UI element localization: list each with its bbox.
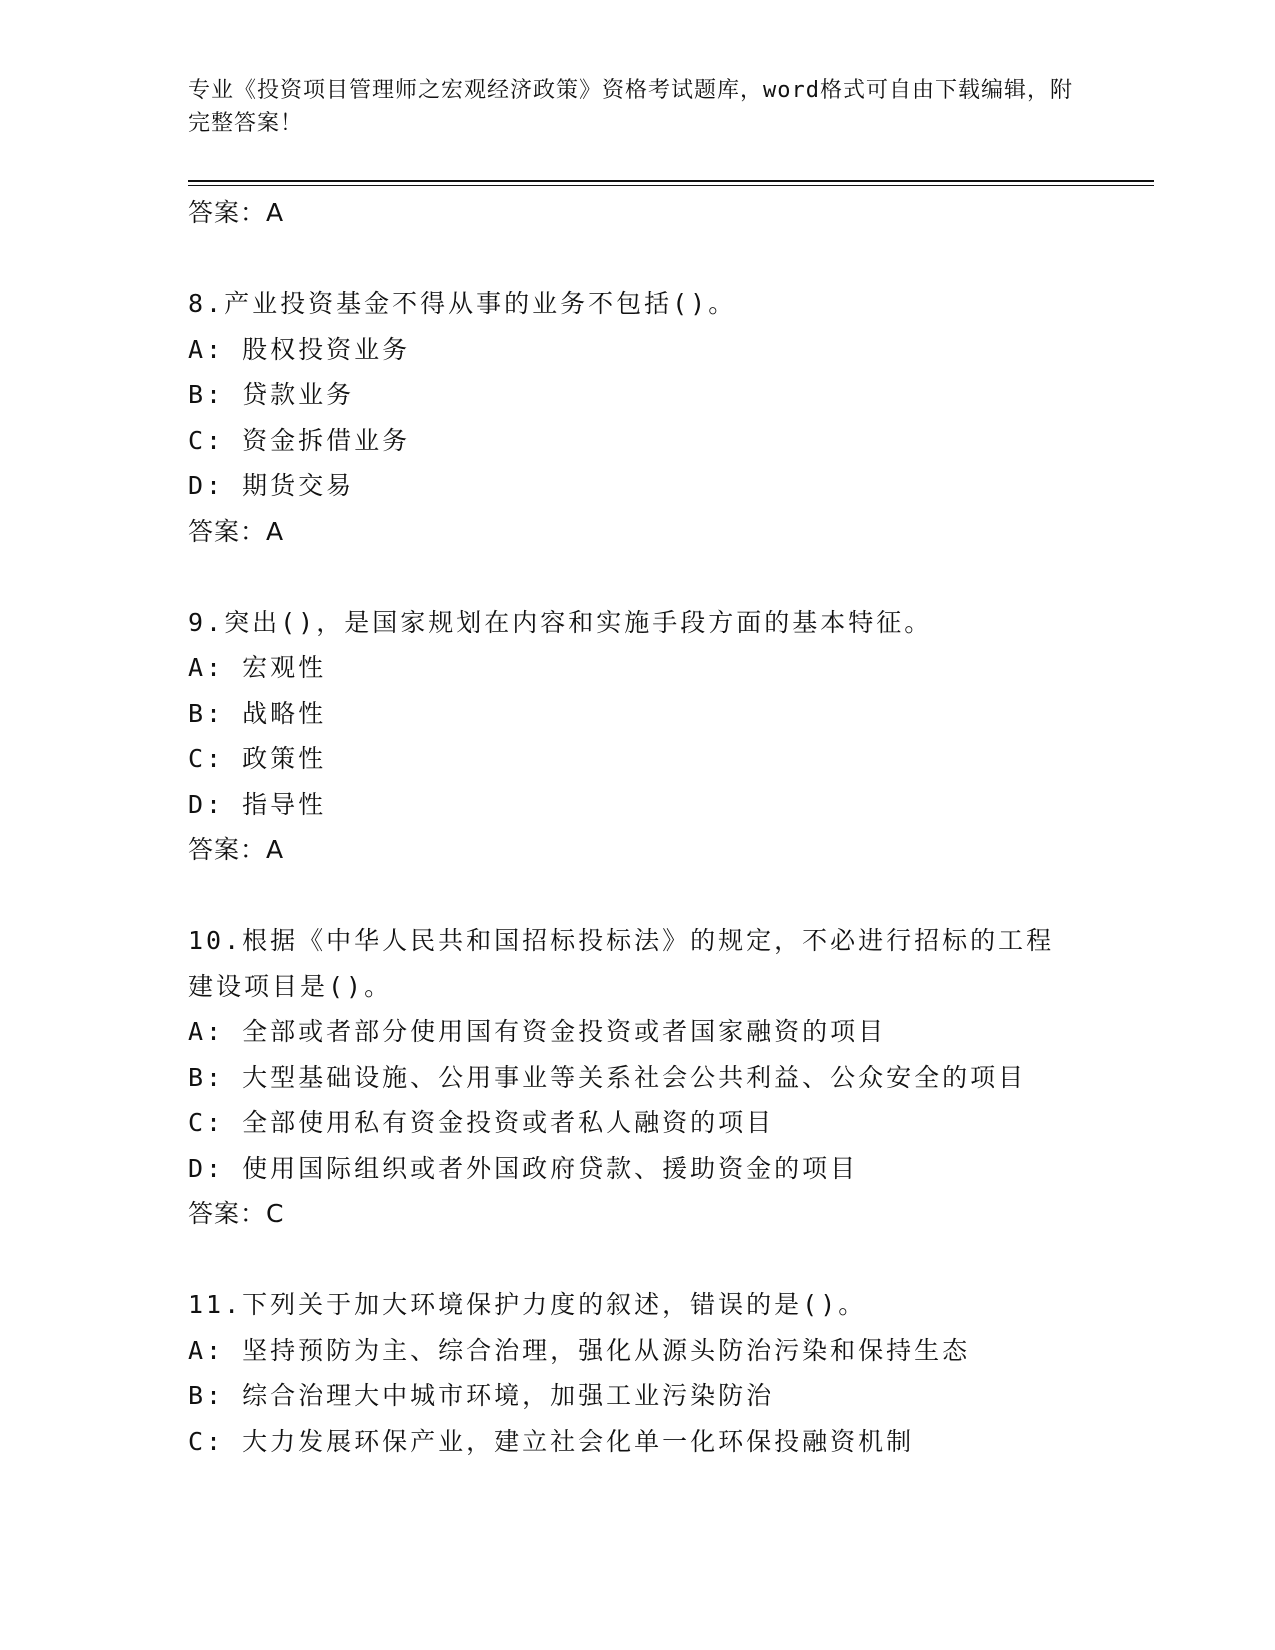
option-d: D: 使用国际组织或者外国政府贷款、援助资金的项目 xyxy=(188,1153,859,1183)
option-a: A: 宏观性 xyxy=(188,653,327,682)
answer-line: 答案：C xyxy=(188,1199,285,1228)
answer-line: 答案：A xyxy=(188,198,285,227)
spacer xyxy=(188,1237,1088,1283)
answer-line: 答案：A xyxy=(188,835,285,864)
question-block xyxy=(188,600,1088,873)
spacer xyxy=(188,873,1088,919)
option-a: A: 全部或者部分使用国有资金投资或者国家融资的项目 xyxy=(188,1017,887,1046)
document-header: 专业《投资项目管理师之宏观经济政策》资格考试题库，word格式可自由下载编辑，附完整答案！ xyxy=(188,78,1073,136)
question-stem: 10.根据《中华人民共和国招标投标法》的规定，不必进行招标的工程 xyxy=(188,926,1055,955)
option-c: C: 大力发展环保产业，建立社会化单一化环保投融资机制 xyxy=(188,1426,915,1456)
question-content xyxy=(188,190,1088,1464)
answer-line: 答案：A xyxy=(188,516,285,546)
option-d: D: 指导性 xyxy=(188,789,327,819)
header-rule-thin xyxy=(188,185,1154,186)
question-stem-continued: 建设项目是()。 xyxy=(188,971,393,1001)
option-c: C: 资金拆借业务 xyxy=(188,425,411,455)
option-b: B: 大型基础设施、公用事业等关系社会公共利益、公众安全的项目 xyxy=(188,1062,1027,1092)
question-stem: 8.产业投资基金不得从事的业务不包括()。 xyxy=(188,289,737,318)
question-stem: 11.下列关于加大环境保护力度的叙述，错误的是()。 xyxy=(188,1290,867,1319)
option-c: C: 政策性 xyxy=(188,744,327,773)
spacer xyxy=(188,554,1088,600)
spacer xyxy=(188,236,1088,282)
question-block xyxy=(188,1282,1088,1464)
header-rule-thick xyxy=(188,180,1154,182)
option-b: B: 贷款业务 xyxy=(188,380,355,409)
option-a: A: 股权投资业务 xyxy=(188,334,411,364)
question-stem: 9.突出()，是国家规划在内容和实施手段方面的基本特征。 xyxy=(188,607,933,637)
option-b: B: 战略性 xyxy=(188,698,327,728)
question-block xyxy=(188,918,1088,1237)
option-c: C: 全部使用私有资金投资或者私人融资的项目 xyxy=(188,1108,775,1137)
question-block xyxy=(188,281,1088,554)
option-a: A: 坚持预防为主、综合治理，强化从源头防治污染和保持生态 xyxy=(188,1335,971,1365)
option-d: D: 期货交易 xyxy=(188,471,355,500)
option-b: B: 综合治理大中城市环境，加强工业污染防治 xyxy=(188,1381,775,1410)
